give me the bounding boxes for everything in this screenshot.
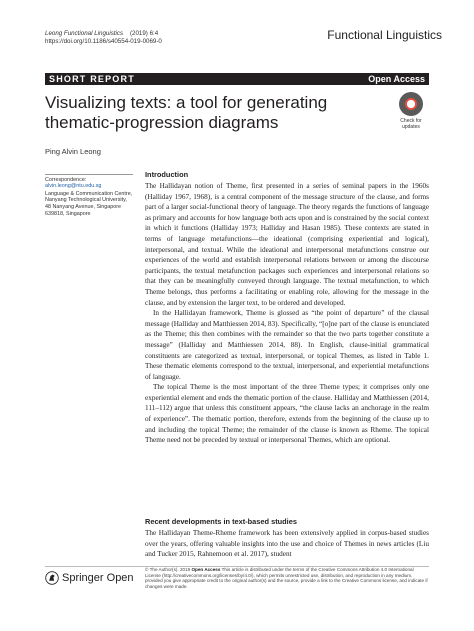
affiliation: Language & Communication Centre, Nanyang Technological University, 48 Nanyang Avenue, Singapore 639818, Singapore bbox=[45, 190, 133, 217]
license-open-access: Open Access bbox=[191, 567, 221, 572]
correspondence-label: Correspondence: bbox=[45, 176, 87, 183]
publisher-name: Springer Open bbox=[62, 572, 134, 584]
intro-paragraph-3: The topical Theme is the most important of the three Theme types; it comprises only one experiential element and ends the thematic portion of the clause. Halliday and Matthiessen (2014, 111–112) argue that unless this constituent appears, “the clause lacks an anchorage in the realm of experience”. The thematic portion, therefore, extends from the beginning of the clause up to and including the topical Theme; the remainder of the clause is known as Rheme. The topical Theme need not be preceded by textual or interpersonal Themes, which are optional. bbox=[145, 383, 429, 445]
springer-horse-icon bbox=[45, 571, 59, 585]
recent-developments-section bbox=[145, 517, 429, 560]
check-updates-icon bbox=[399, 92, 423, 116]
publisher-logo bbox=[45, 570, 134, 586]
article-title: Visualizing texts: a tool for generating thematic-progression diagrams bbox=[45, 93, 328, 132]
license-copyright: © The Author(s). 2019 bbox=[145, 567, 191, 572]
sidebar-divider bbox=[45, 174, 133, 175]
introduction-heading: Introduction bbox=[145, 170, 189, 179]
article-header-meta bbox=[45, 30, 162, 46]
open-access-label: Open Access bbox=[368, 74, 425, 84]
journal-name: Functional Linguistics bbox=[327, 28, 442, 42]
article-type-label: SHORT REPORT bbox=[49, 74, 135, 84]
license-notice bbox=[145, 567, 429, 589]
doi-link[interactable]: https://doi.org/10.1186/s40554-019-0069-0 bbox=[45, 38, 162, 45]
check-for-updates-button[interactable] bbox=[393, 92, 429, 130]
license-text: This article is distributed under the terms of the Creative Commons Attribution 4.0 International License (http://creativecommons.org/licenses/by/4.0/), which permits unrestricted use, distribution, and reproduction in any medium, provided you give appropriate credit to the original author(s) and the source, provide a link to the Creative Commons license, and indicate if changes were made. bbox=[145, 567, 428, 589]
article-type-banner bbox=[45, 73, 429, 85]
intro-paragraph-1: The Hallidayan notion of Theme, first presented in a series of seminal papers in the 1960s (Halliday 1967, 1968), is a central component of the message structure of the clause, and forms part of a larger social-functional theory of language. The theory regards the functions of language as primary and accounts for how language both acts upon and is constrained by the social context in which it functions (Halliday 1973; Halliday and Hasan 1985). These contexts are stated in terms of language metafunctions—the ideational (comprising experiential and logical), interpersonal, and textual. While the ideational and interpersonal metafunctions construe our experiences of the world and establish interpersonal relations between or among the discourse participants, the textual metafunction packages such experiences and interpersonal relations so that they can be meaningfully conveyed through language. The textual metafunction, to which Theme belongs, thus performs a facilitating or enabling role, allowing for the message in the clause, and by extension the larger text, to be ordered and developed. bbox=[145, 182, 429, 307]
recent-paragraph-1: The Hallidayan Theme-Rheme framework has been extensively applied in corpus-based studies over the years, offering valuable insights into the use and choice of Themes in news articles (Liu and Tucker 2015, Rahnemoon et al. 2017), student bbox=[145, 529, 429, 559]
recent-developments-heading: Recent developments in text-based studies bbox=[145, 517, 297, 526]
correspondence-email[interactable]: alvin.leong@ntu.edu.sg bbox=[45, 183, 102, 190]
introduction-section bbox=[145, 170, 429, 446]
check-updates-label-1: Check for bbox=[400, 118, 422, 124]
journal-short-name: Leong Functional Linguistics bbox=[45, 30, 124, 37]
correspondence-sidebar bbox=[45, 174, 133, 217]
check-updates-label-2: updates bbox=[402, 124, 420, 130]
intro-paragraph-2: In the Hallidayan framework, Theme is glossed as “the point of departure” of the clausal message (Halliday and Matthiessen 2014, 83). Specifically, “[o]ne part of the clause is enunciated as the Theme; this then combines with the remainder so that the two parts together constitute a message” (Halliday and Matthiessen 2014, 88). In English, clause-initial grammatical constituents are categorized as textual, interpersonal, or topical Themes, as listed in Table 1. These thematic elements correspond to the textual, interpersonal, and experiential metafunctions of language. bbox=[145, 309, 429, 381]
citation: (2019) 6:4 bbox=[129, 30, 159, 37]
author-name[interactable]: Ping Alvin Leong bbox=[45, 147, 101, 156]
